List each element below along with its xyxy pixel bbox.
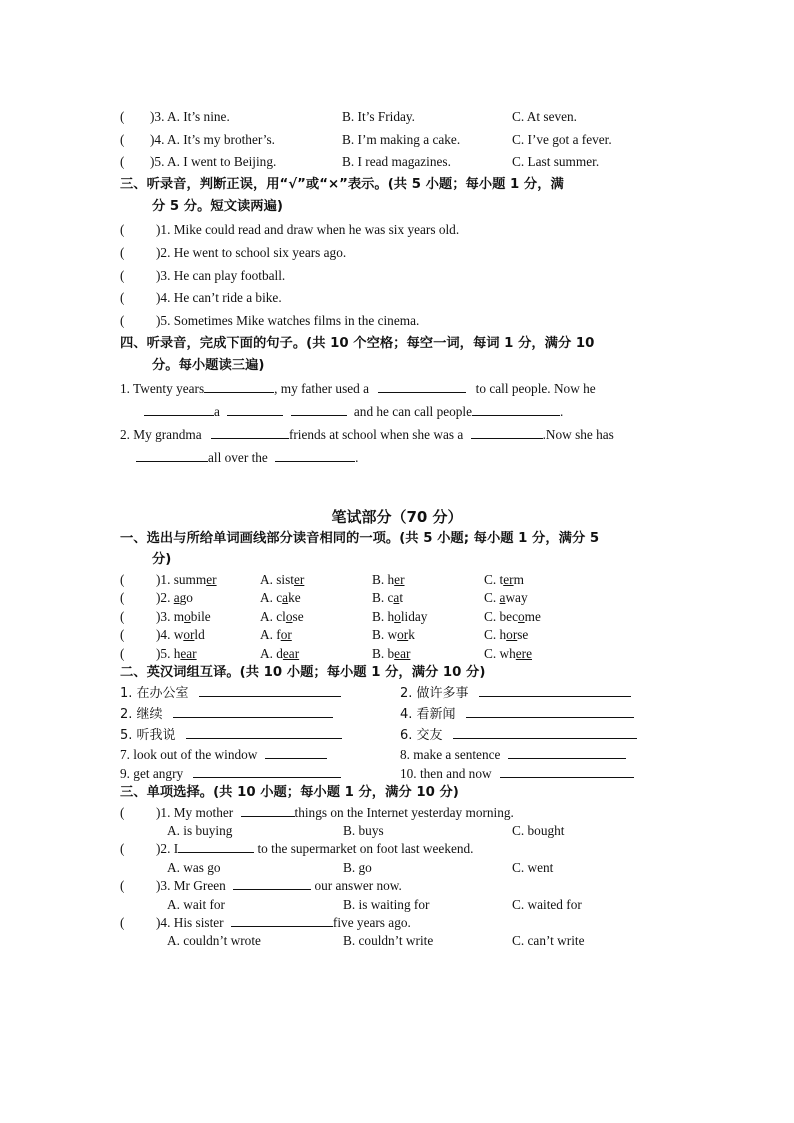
fill-blank[interactable] bbox=[471, 426, 543, 439]
option-word: A. close bbox=[260, 609, 304, 624]
translate-item: 2. 继续 bbox=[120, 705, 333, 724]
answer-blank[interactable] bbox=[508, 746, 626, 759]
given-word: )1. summer bbox=[156, 572, 217, 587]
translate-item: 5. 听我说 bbox=[120, 726, 342, 745]
pronunciation-row: ( )1. summer A. sister B. her C. term bbox=[120, 572, 524, 587]
mc-options-2: A. was go B. go C. went bbox=[167, 860, 554, 875]
fill-blank[interactable] bbox=[144, 403, 214, 416]
w2-heading: 二、英汉词组互译。(共 10 小题；每小题 1 分，满分 10 分) bbox=[120, 665, 486, 680]
pronunciation-row: ( )4. world A. for B. work C. horse bbox=[120, 627, 529, 642]
option-word: C. term bbox=[484, 572, 524, 587]
answer-blank[interactable] bbox=[173, 705, 333, 718]
translate-item: 10. then and now bbox=[400, 765, 634, 783]
section4-heading: 四、听录音，完成下面的句子。(共 10 个空格；每空一词，每词 1 分，满分 10 bbox=[120, 336, 595, 351]
listening-item-5: ( )5. A. I went to Beijing. B. I read magazines. C. Last summer. bbox=[120, 154, 600, 169]
mc-question-4: ( )4. His sister five years ago. bbox=[120, 915, 411, 930]
option-word: A. for bbox=[260, 627, 292, 642]
translate-item: 2. 做许多事 bbox=[400, 684, 631, 703]
tf-item: ( )1. Mike could read and draw when he was six years old. bbox=[120, 222, 460, 237]
answer-blank[interactable] bbox=[233, 877, 311, 890]
fill-blank[interactable] bbox=[204, 380, 274, 393]
option-word: A. cake bbox=[260, 590, 301, 605]
tf-item: ( )5. Sometimes Mike watches films in the cinema. bbox=[120, 313, 420, 328]
option-word: B. bear bbox=[372, 646, 411, 661]
written-part-title: 笔试部分（70 分） bbox=[331, 508, 463, 526]
answer-blank[interactable] bbox=[193, 765, 341, 778]
tf-item: ( )2. He went to school six years ago. bbox=[120, 245, 347, 260]
answer-paren: ( bbox=[120, 154, 125, 169]
fill-blank[interactable] bbox=[211, 426, 289, 439]
w3-heading: 三、单项选择。(共 10 小题；每小题 1 分，满分 10 分) bbox=[120, 785, 459, 800]
given-word: )2. ago bbox=[156, 590, 193, 605]
fill-sentence-1: 1. Twenty years , my father used a to call people. Now he bbox=[120, 381, 596, 396]
mc-question-1: ( )1. My mother things on the Internet yesterday morning. bbox=[120, 805, 514, 820]
answer-blank[interactable] bbox=[178, 840, 254, 853]
mc-options-3: A. wait for B. is waiting for C. waited for bbox=[167, 897, 582, 912]
fill-sentence-1-cont: a and he can call people . bbox=[144, 403, 563, 421]
given-word: )5. hear bbox=[156, 646, 197, 661]
answer-blank[interactable] bbox=[186, 726, 342, 739]
mc-question-3: ( )3. Mr Green our answer now. bbox=[120, 878, 402, 893]
fill-blank[interactable] bbox=[291, 403, 347, 416]
translate-item: 1. 在办公室 bbox=[120, 684, 341, 703]
answer-blank[interactable] bbox=[500, 765, 634, 778]
answer-blank[interactable] bbox=[231, 914, 333, 927]
fill-blank[interactable] bbox=[136, 449, 208, 462]
translate-item: 6. 交友 bbox=[400, 726, 637, 745]
given-word: )4. world bbox=[156, 627, 205, 642]
option-word: C. horse bbox=[484, 627, 529, 642]
translate-item: 8. make a sentence bbox=[400, 746, 626, 764]
fill-sentence-2-cont: all over the . bbox=[136, 449, 358, 467]
answer-blank[interactable] bbox=[453, 726, 637, 739]
pronunciation-row: ( )2. ago A. cake B. cat C. away bbox=[120, 590, 528, 605]
translate-item: 7. look out of the window bbox=[120, 746, 327, 764]
option-word: A. sister bbox=[260, 572, 305, 587]
pronunciation-row: ( )3. mobile A. close B. holiday C. become bbox=[120, 609, 541, 624]
answer-blank[interactable] bbox=[241, 804, 295, 817]
fill-sentence-2: 2. My grandma friends at school when she was a .Now she has bbox=[120, 427, 614, 442]
w1-heading: 一、选出与所给单词画线部分读音相同的一项。(共 5 小题; 每小题 1 分，满分 5 bbox=[120, 531, 600, 546]
answer-blank[interactable] bbox=[199, 684, 341, 697]
answer-blank[interactable] bbox=[479, 684, 631, 697]
answer-paren: ( bbox=[120, 132, 125, 147]
section4-heading-cont: 分。每小题读三遍) bbox=[152, 358, 265, 373]
tf-item: ( )4. He can’t ride a bike. bbox=[120, 290, 282, 305]
mc-options-1: A. is buying B. buys C. bought bbox=[167, 823, 565, 838]
fill-blank[interactable] bbox=[275, 449, 355, 462]
fill-blank[interactable] bbox=[472, 403, 560, 416]
mc-question-2: ( )2. I to the supermarket on foot last weekend. bbox=[120, 841, 474, 856]
section3-heading: 三、听录音，判断正误，用“√”或“×”表示。(共 5 小题；每小题 1 分，满 bbox=[120, 177, 564, 192]
answer-paren: ( bbox=[120, 109, 125, 124]
pronunciation-row: ( )5. hear A. dear B. bear C. where bbox=[120, 646, 533, 661]
mc-options-4: A. couldn’t wrote B. couldn’t write C. can’t write bbox=[167, 933, 585, 948]
tf-item: ( )3. He can play football. bbox=[120, 268, 286, 283]
option-word: B. work bbox=[372, 627, 415, 642]
section3-heading-cont: 分 5 分。短文读两遍) bbox=[152, 199, 283, 214]
option-word: C. where bbox=[484, 646, 533, 661]
listening-item-4: ( )4. A. It’s my brother’s. B. I’m making a cake. C. I’ve got a fever. bbox=[120, 132, 612, 147]
given-word: )3. mobile bbox=[156, 609, 211, 624]
option-word: C. become bbox=[484, 609, 541, 624]
listening-item-3: ( )3. A. It’s nine. B. It’s Friday. C. At seven. bbox=[120, 109, 578, 124]
translate-item: 9. get angry bbox=[120, 765, 341, 783]
fill-blank[interactable] bbox=[378, 380, 466, 393]
answer-blank[interactable] bbox=[265, 746, 327, 759]
answer-blank[interactable] bbox=[466, 705, 634, 718]
fill-blank[interactable] bbox=[227, 403, 283, 416]
option-word: B. her bbox=[372, 572, 405, 587]
w1-heading-cont: 分) bbox=[152, 552, 172, 567]
translate-item: 4. 看新闻 bbox=[400, 705, 634, 724]
option-word: C. away bbox=[484, 590, 528, 605]
option-word: B. holiday bbox=[372, 609, 428, 624]
option-word: A. dear bbox=[260, 646, 300, 661]
option-word: B. cat bbox=[372, 590, 404, 605]
